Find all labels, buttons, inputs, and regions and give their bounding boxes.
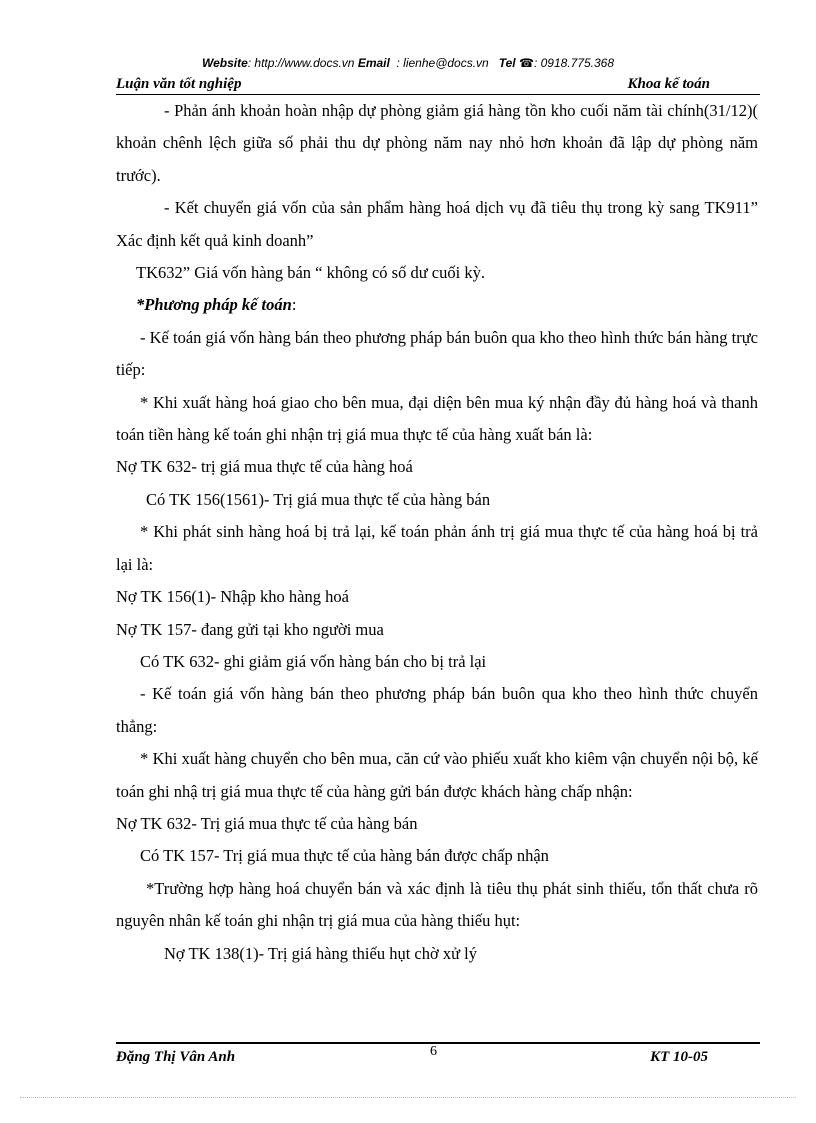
journal-entry: Nợ TK 138(1)- Trị giá hàng thiếu hụt chờ xử lý: [164, 943, 477, 963]
website-url[interactable]: : http://www.docs.vn: [247, 56, 355, 70]
journal-entry: Nợ TK 632- trị giá mua thực tế của hàng hoá: [116, 457, 413, 477]
phone-icon: ☎: [519, 56, 534, 70]
email-label: Email: [357, 56, 390, 70]
page-number: 6: [430, 1044, 437, 1059]
page-bottom-divider: [20, 1097, 796, 1098]
paragraph: * Khi phát sinh hàng hoá bị trả lại, kế toán phản ánh trị giá mua thực tế của hàng hoá bị trả lại là:: [116, 522, 758, 574]
method-heading-colon: :: [291, 295, 297, 315]
journal-entry: Nợ TK 157- đang gửi tại kho người mua: [116, 619, 384, 639]
document-body: [116, 95, 758, 970]
footer-class-code: KT 10-05: [650, 1049, 708, 1065]
paragraph: - Kết chuyển giá vốn của sản phẩm hàng hoá dịch vụ đã tiêu thụ trong kỳ sang TK911” Xác định kết quả kinh doanh”: [116, 198, 758, 250]
paragraph: *Trường hợp hàng hoá chuyển bán và xác định là tiêu thụ phát sinh thiếu, tổn thất chưa rõ nguyên nhân kế toán ghi nhận trị giá mua của hàng thiếu hụt:: [116, 878, 758, 931]
method-heading-text: *Phương pháp kế toán: [136, 295, 292, 315]
paragraph: - Kế toán giá vốn hàng bán theo phương pháp bán buôn qua kho theo hình thức bán hàng trực tiếp:: [116, 327, 758, 380]
header-thesis-label: Luận văn tốt nghiệp: [116, 76, 242, 92]
journal-entry: Nợ TK 156(1)- Nhập kho hàng hoá: [116, 587, 349, 607]
journal-entry: Có TK 156(1561)- Trị giá mua thực tế của hàng bán: [146, 489, 491, 509]
website-banner: [0, 56, 816, 70]
header-department: Khoa kế toán: [627, 76, 710, 92]
email-address[interactable]: : lienhe@docs.vn: [396, 56, 489, 70]
journal-entry: Có TK 157- Trị giá mua thực tế của hàng bán được chấp nhận: [140, 846, 549, 866]
website-label: Website: [201, 56, 248, 70]
paragraph: * Khi xuất hàng hoá giao cho bên mua, đại diện bên mua ký nhận đầy đủ hàng hoá và thanh toán tiền hàng kế toán ghi nhận trị giá mua thực tế của hàng xuất bán là:: [116, 392, 758, 445]
page-header: [116, 76, 760, 95]
method-heading: [116, 289, 758, 321]
tel-label: Tel: [498, 56, 516, 70]
phone-number: : 0918.775.368: [533, 56, 615, 70]
paragraph: TK632” Giá vốn hàng bán “ không có số dư cuối kỳ.: [136, 263, 485, 283]
paragraph: - Kế toán giá vốn hàng bán theo phương pháp bán buôn qua kho theo hình thức chuyển thẳng:: [116, 684, 758, 736]
journal-entry: Có TK 632- ghi giảm giá vốn hàng bán cho bị trả lại: [140, 651, 487, 671]
paragraph: - Phản ánh khoản hoàn nhập dự phòng giảm giá hàng tồn kho cuối năm tài chính(31/12)( khoản chênh lệch giữa số phải thu dự phòng năm nay nhỏ hơn khoản đã lập dự phòng năm trước).: [116, 101, 758, 185]
footer-author: Đặng Thị Vân Anh: [116, 1049, 236, 1065]
page-footer: [116, 1042, 760, 1068]
journal-entry: Nợ TK 632- Trị giá mua thực tế của hàng bán: [116, 813, 418, 833]
paragraph: * Khi xuất hàng chuyển cho bên mua, căn cứ vào phiếu xuất kho kiêm vận chuyển nội bộ, kế toán ghi nhậ trị giá mua thực tế của hàng gửi bán được khách hàng chấp nhận:: [116, 749, 758, 801]
